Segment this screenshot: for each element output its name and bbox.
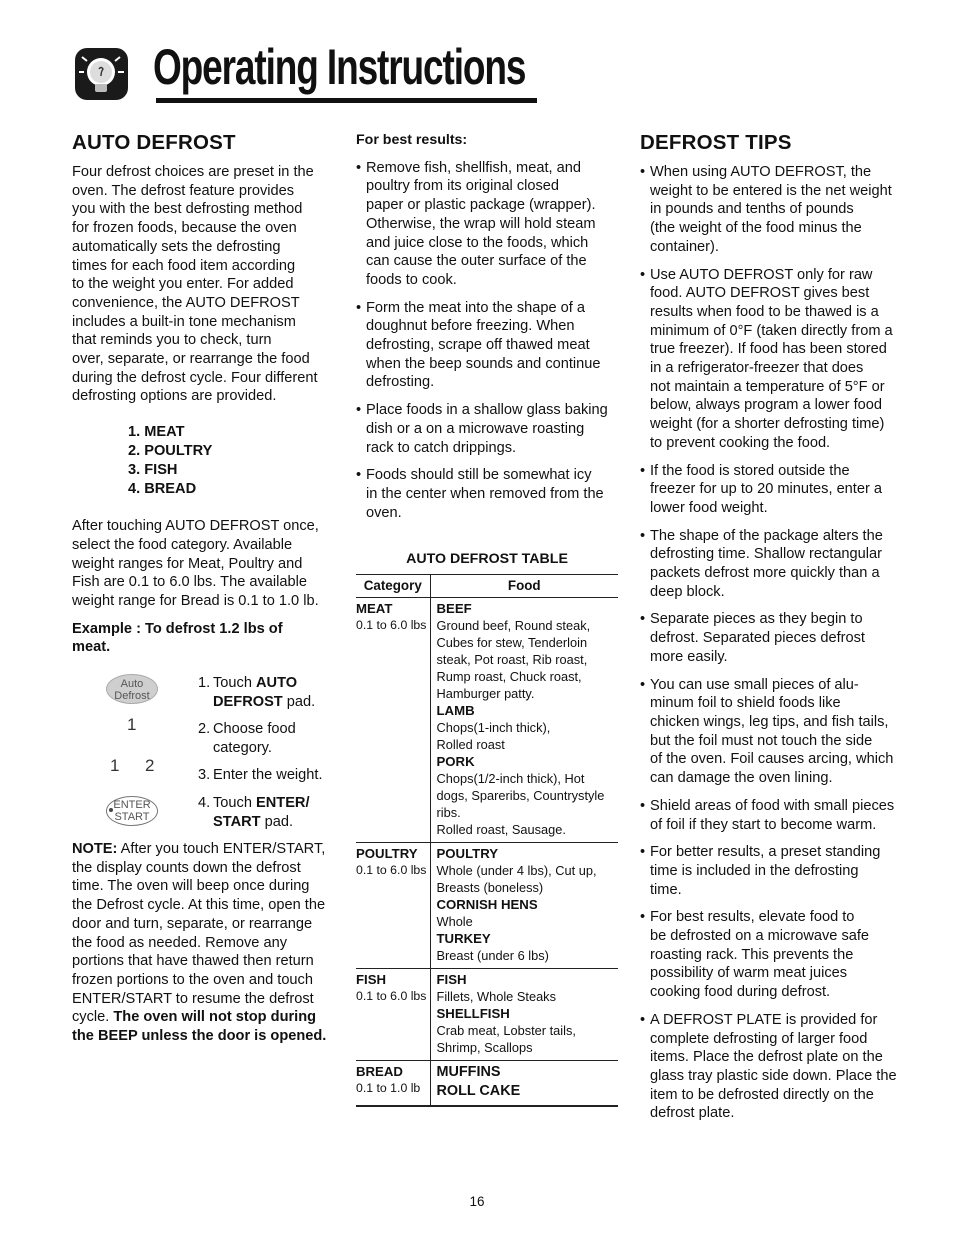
pad-label: Auto bbox=[120, 678, 144, 691]
tip-line: minimum of 0°F (taken directly from a bbox=[650, 322, 893, 339]
tip-line: defrost. Separated pieces defrost bbox=[650, 630, 865, 647]
tip-line: results when food to be thawed is a bbox=[650, 303, 879, 320]
example-steps bbox=[72, 664, 334, 834]
table-row bbox=[356, 598, 618, 843]
tip-item bbox=[640, 527, 902, 602]
bullet-line: • Place foods in a shallow glass baking bbox=[366, 402, 608, 419]
food-line: ribs. bbox=[436, 805, 461, 821]
note-line: the display counts down the defrost bbox=[72, 859, 301, 876]
auto-defrost-heading: AUTO DEFROST bbox=[72, 131, 236, 154]
tip-line: in a refrigerator-freezer that does bbox=[650, 360, 864, 377]
step-text: pad. bbox=[260, 813, 294, 830]
tip-line: not maintain a temperature of 5°F or bbox=[650, 378, 885, 395]
bullet-line: foods to cook. bbox=[366, 271, 457, 288]
tip-line: • A DEFROST PLATE is provided for bbox=[650, 1011, 878, 1028]
food-cell bbox=[430, 1061, 618, 1107]
food-line: Crab meat, Lobster tails, bbox=[436, 1023, 576, 1039]
tip-item bbox=[640, 1011, 902, 1123]
bullet-line: defrosting. bbox=[366, 374, 435, 391]
bullet-line: and juice close to the foods, which bbox=[366, 234, 589, 251]
intro-line: that reminds you to check, turn bbox=[72, 332, 272, 349]
tip-item bbox=[640, 266, 902, 453]
food-cell bbox=[430, 598, 618, 843]
tip-item bbox=[640, 462, 902, 518]
table-row bbox=[356, 969, 618, 1061]
food-group: MUFFINS bbox=[436, 1064, 501, 1081]
weight-range: 0.1 to 6.0 lbs bbox=[356, 863, 427, 878]
weight-range-line: weight ranges for Meat, Poultry and bbox=[72, 555, 303, 572]
tip-line: • When using AUTO DEFROST, the bbox=[650, 164, 872, 180]
pad-label: ENTER bbox=[113, 799, 151, 812]
tip-line: more easily. bbox=[650, 648, 728, 665]
food-group: TURKEY bbox=[436, 931, 491, 947]
food-line: Rump roast, Chuck roast, bbox=[436, 669, 582, 685]
note-label: NOTE: bbox=[72, 841, 118, 858]
tip-item bbox=[640, 843, 902, 899]
defrost-tips-heading: DEFROST TIPS bbox=[640, 131, 792, 154]
note-line: frozen portions to the oven and touch bbox=[72, 971, 313, 988]
best-results-item bbox=[356, 159, 618, 290]
tip-item bbox=[640, 610, 902, 666]
digit-key: 2 bbox=[145, 756, 155, 776]
step-number: 3. bbox=[198, 767, 211, 784]
digit-key: 1 bbox=[110, 756, 120, 776]
tip-line: • For best results, elevate food to bbox=[650, 909, 855, 926]
weight-range-paragraph bbox=[72, 517, 334, 611]
food-cell bbox=[430, 969, 618, 1061]
digit-one-key: 1 bbox=[127, 715, 137, 735]
bullet-line: defrosting, scrape off thawed meat bbox=[366, 337, 590, 354]
column-header-food: Food bbox=[430, 575, 618, 598]
intro-line: defrosting options are provided. bbox=[72, 388, 277, 405]
best-results-item bbox=[356, 401, 618, 457]
tip-line: can damage the oven lining. bbox=[650, 770, 833, 787]
step-text: Choose food bbox=[213, 721, 296, 738]
tip-item bbox=[640, 676, 902, 788]
step-text: Touch bbox=[213, 675, 256, 692]
defrost-tips-list bbox=[640, 163, 902, 1123]
tip-line: • Separate pieces as they begin to bbox=[650, 611, 863, 628]
page-title: Operating Instructions bbox=[153, 39, 526, 95]
category-cell bbox=[356, 969, 430, 1061]
note-line: door and turn, separate, or rearrange bbox=[72, 915, 313, 932]
note-line: the food as needed. Remove any bbox=[72, 934, 288, 951]
intro-line: over, separate, or rearrange the food bbox=[72, 351, 310, 368]
food-line: Chops(1/2-inch thick), Hot bbox=[436, 771, 585, 787]
food-cell bbox=[430, 843, 618, 969]
weight-range-line: select the food category. Available bbox=[72, 536, 293, 553]
tip-item bbox=[640, 797, 902, 834]
bullet-line: when the beep sounds and continue bbox=[366, 355, 601, 372]
tip-line: freezer for up to 20 minutes, enter a bbox=[650, 481, 883, 498]
table-header-row bbox=[356, 575, 618, 598]
note-line: portions that have thawed then return bbox=[72, 953, 314, 970]
best-results-list bbox=[356, 159, 618, 523]
intro-line: to the weight you enter. For added bbox=[72, 276, 294, 293]
step-bold: AUTO bbox=[256, 675, 298, 692]
tip-line: • The shape of the package alters the bbox=[650, 527, 883, 544]
food-group: FISH bbox=[436, 972, 467, 988]
defrost-option: 1. MEAT bbox=[128, 424, 185, 441]
tip-line: of foil if they start to become warm. bbox=[650, 816, 877, 833]
tip-line: • For better results, a preset standing bbox=[650, 844, 881, 861]
intro-line: oven. The defrost feature provides bbox=[72, 182, 295, 199]
step-text: Enter the weight. bbox=[213, 767, 323, 784]
category-name: MEAT bbox=[356, 601, 393, 617]
category-name: POULTRY bbox=[356, 846, 418, 862]
category-name: BREAD bbox=[356, 1064, 403, 1080]
food-line: Shrimp, Scallops bbox=[436, 1040, 533, 1056]
bullet-line: • Form the meat into the shape of a bbox=[366, 299, 586, 316]
best-results-label: For best results: bbox=[356, 132, 468, 148]
tip-line: deep block. bbox=[650, 583, 725, 600]
tip-line: • Use AUTO DEFROST only for raw bbox=[650, 266, 873, 283]
food-line: Chops(1-inch thick), bbox=[436, 720, 551, 736]
tip-line: items. Place the defrost plate on the bbox=[650, 1049, 883, 1066]
best-results-section bbox=[356, 131, 618, 1107]
tip-line: below, always program a lower food bbox=[650, 397, 882, 414]
step-text: Touch bbox=[213, 795, 256, 812]
defrost-option: 2. POULTRY bbox=[128, 443, 213, 460]
food-line: steak, Pot roast, Rib roast, bbox=[436, 652, 588, 668]
step-number: 2. bbox=[198, 721, 211, 738]
tip-line: minum foil to shield foods like bbox=[650, 695, 841, 712]
bullet-line: paper or plastic package (wrapper). bbox=[366, 197, 596, 214]
enter-start-pad-icon bbox=[106, 796, 158, 826]
food-line: Whole (under 4 lbs), Cut up, bbox=[436, 863, 597, 879]
step-4 bbox=[198, 794, 338, 831]
food-line: dogs, Spareribs, Countrystyle bbox=[436, 788, 605, 804]
step-text: pad. bbox=[282, 693, 316, 710]
note-warning: The oven will not stop during bbox=[113, 1009, 317, 1026]
note-warning: the BEEP unless the door is opened. bbox=[72, 1028, 327, 1045]
tip-line: weight (for a shorter defrosting time) bbox=[650, 416, 885, 433]
tip-item bbox=[640, 163, 902, 257]
note-line: ENTER/START to resume the defrost bbox=[72, 990, 314, 1007]
step-bold: START bbox=[213, 813, 261, 830]
intro-line: convenience, the AUTO DEFROST bbox=[72, 294, 300, 311]
intro-line: automatically sets the defrosting bbox=[72, 238, 281, 255]
defrost-options-list bbox=[128, 423, 334, 499]
tip-line: complete defrosting of larger food bbox=[650, 1030, 868, 1047]
food-line: Breasts (boneless) bbox=[436, 880, 544, 896]
food-group: POULTRY bbox=[436, 846, 499, 862]
example-line: meat. bbox=[72, 639, 111, 656]
auto-defrost-section bbox=[72, 131, 334, 1046]
weight-range-line: After touching AUTO DEFROST once, bbox=[72, 518, 319, 535]
intro-line: times for each food item according bbox=[72, 257, 296, 274]
intro-line: includes a built-in tone mechanism bbox=[72, 313, 296, 330]
tip-line: be defrosted on a microwave safe bbox=[650, 928, 870, 945]
bullet-line: • Foods should still be somewhat icy bbox=[366, 467, 592, 484]
weight-range: 0.1 to 1.0 lb bbox=[356, 1081, 421, 1096]
column-header-category: Category bbox=[356, 575, 430, 598]
food-group: ROLL CAKE bbox=[436, 1083, 521, 1100]
note-line: cycle. bbox=[72, 1009, 114, 1026]
step-number: 1. bbox=[198, 675, 211, 692]
step-number: 4. bbox=[198, 795, 211, 812]
tip-item bbox=[640, 908, 902, 1002]
note-line: the Defrost cycle. At this time, open the bbox=[72, 897, 326, 914]
table-row bbox=[356, 843, 618, 969]
category-name: FISH bbox=[356, 972, 387, 988]
tip-line: but the foil must not touch the side bbox=[650, 732, 873, 749]
tip-line: item to be defrosted directly on the bbox=[650, 1086, 874, 1103]
defrost-option: 3. FISH bbox=[128, 462, 178, 479]
auto-defrost-pad-icon bbox=[106, 674, 158, 704]
bullet-line: can cause the outer surface of the bbox=[366, 253, 587, 270]
pad-label: START bbox=[114, 811, 150, 824]
bullet-line: oven. bbox=[366, 504, 402, 521]
intro-line: you with the best defrosting method bbox=[72, 201, 303, 218]
bullet-line: • Remove fish, shellfish, meat, and bbox=[366, 159, 581, 176]
weight-range: 0.1 to 6.0 lbs bbox=[356, 618, 427, 633]
bullet-line: poultry from its original closed bbox=[366, 178, 560, 195]
best-results-item bbox=[356, 466, 618, 522]
step-3 bbox=[198, 766, 338, 785]
defrost-table-title: AUTO DEFROST TABLE bbox=[406, 551, 568, 568]
tip-line: chicken wings, leg tips, and fish tails, bbox=[650, 713, 889, 730]
bullet-line: dish or a on a microwave roasting bbox=[366, 420, 585, 437]
tip-line: of the oven. Foil causes arcing, which bbox=[650, 751, 894, 768]
bullet-line: rack to catch drippings. bbox=[366, 439, 517, 456]
step-text: category. bbox=[213, 739, 272, 756]
bullet-line: doughnut before freezing. When bbox=[366, 318, 575, 335]
tip-line: time. bbox=[650, 881, 682, 898]
tip-line: cooking food during defrost. bbox=[650, 984, 831, 1001]
note-line: time. The oven will beep once during bbox=[72, 878, 310, 895]
step-2 bbox=[198, 720, 338, 757]
food-line: Cubes for stew, Tenderloin bbox=[436, 635, 588, 651]
pad-label: Defrost bbox=[114, 690, 150, 703]
food-group: LAMB bbox=[436, 703, 475, 719]
tip-line: • If the food is stored outside the bbox=[650, 462, 850, 479]
tip-line: food. AUTO DEFROST gives best bbox=[650, 285, 870, 302]
weight-range: 0.1 to 6.0 lbs bbox=[356, 989, 427, 1004]
tip-line: (the weight of the food minus the bbox=[650, 220, 862, 237]
tip-line: defrosting time. Shallow rectangular bbox=[650, 546, 882, 563]
intro-line: for frozen foods, because the oven bbox=[72, 220, 297, 237]
food-group: PORK bbox=[436, 754, 475, 770]
tip-line: possibility of warm meat juices bbox=[650, 965, 848, 982]
tip-line: to prevent cooking the food. bbox=[650, 434, 831, 451]
tip-line: in pounds and tenths of pounds bbox=[650, 201, 854, 218]
food-line: Breast (under 6 lbs) bbox=[436, 948, 549, 964]
tip-line: defrost plate. bbox=[650, 1105, 735, 1122]
tip-line: roasting rack. This prevents the bbox=[650, 946, 854, 963]
tip-line: container). bbox=[650, 238, 719, 255]
food-line: Hamburger patty. bbox=[436, 686, 535, 702]
step-bold: ENTER/ bbox=[256, 795, 310, 812]
bullet-line: Otherwise, the wrap will hold steam bbox=[366, 215, 596, 232]
tip-line: weight to be entered is the net weight bbox=[650, 182, 892, 199]
example-line: Example : To defrost 1.2 lbs of bbox=[72, 620, 283, 637]
food-group: BEEF bbox=[436, 601, 472, 617]
step-1 bbox=[198, 674, 338, 711]
auto-defrost-intro bbox=[72, 163, 334, 406]
tip-line: packets defrost more quickly than a bbox=[650, 565, 880, 582]
lightbulb-icon bbox=[74, 47, 129, 101]
weight-range-line: Fish are 0.1 to 6.0 lbs. The available bbox=[72, 574, 307, 591]
food-line: Rolled roast, Sausage. bbox=[436, 822, 566, 838]
defrost-table bbox=[356, 574, 618, 1107]
tip-line: time is included in the defrosting bbox=[650, 862, 859, 879]
tip-line: lower food weight. bbox=[650, 499, 768, 516]
defrost-tips-section bbox=[640, 131, 902, 1123]
note-line: After you touch ENTER/START, bbox=[117, 841, 326, 858]
weight-range-line: weight range for Bread is 0.1 to 1.0 lb. bbox=[72, 592, 319, 609]
category-cell bbox=[356, 843, 430, 969]
food-line: Fillets, Whole Steaks bbox=[436, 989, 556, 1005]
tip-line: true freezer). If food has been stored bbox=[650, 341, 887, 358]
intro-line: during the defrost cycle. Four different bbox=[72, 369, 318, 386]
category-cell bbox=[356, 598, 430, 843]
tip-line: • Shield areas of food with small pieces bbox=[650, 797, 895, 814]
food-group: SHELLFISH bbox=[436, 1006, 510, 1022]
example-heading bbox=[72, 620, 334, 657]
food-line: Rolled roast bbox=[436, 737, 505, 753]
food-line: Ground beef, Round steak, bbox=[436, 618, 591, 634]
tip-line: • You can use small pieces of alu- bbox=[650, 676, 859, 693]
table-row bbox=[356, 1061, 618, 1107]
best-results-item bbox=[356, 299, 618, 393]
defrost-option: 4. BREAD bbox=[128, 481, 197, 498]
category-cell bbox=[356, 1061, 430, 1107]
bullet-line: in the center when removed from the bbox=[366, 485, 604, 502]
food-line: Whole bbox=[436, 914, 473, 930]
food-group: CORNISH HENS bbox=[436, 897, 538, 913]
step-bold: DEFROST bbox=[213, 693, 283, 710]
note-paragraph bbox=[72, 840, 334, 1046]
tip-line: glass tray plastic side down. Place the bbox=[650, 1067, 897, 1084]
intro-line: Four defrost choices are preset in the bbox=[72, 164, 314, 180]
page-number: 16 bbox=[469, 1194, 485, 1209]
title-underline bbox=[156, 98, 537, 103]
